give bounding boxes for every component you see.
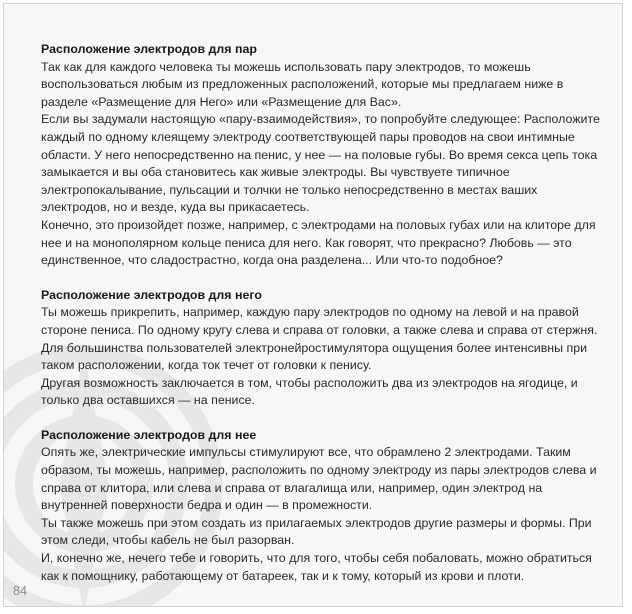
- section-him: [41, 287, 601, 410]
- paragraph: И, конечно же, нечего тебе и говорить, что для того, чтобы себя побаловать, можно обратиться как к помощнику, работающему от батареек, так и к тому, который из крови и плоти.: [41, 551, 592, 583]
- paragraph: Другая возможность заключается в том, чтобы расположить два из электродов на ягодице, и только два оставшихся — на пенисе.: [41, 375, 578, 408]
- paragraph: Если вы задумали настоящую «пару-взаимодействия», то попробуйте следующее: Расположите каждый по одному клеящему электроду соответствующей пары проводов на свои интимные области. У него непосредственно на пенис, у нее — на половые губы. Во время секса цепь тока замыкается и вы оба становитесь как живые электроды. Вы чувствуете типичное электропокалывание, пульсации и толчки не только непосредственно в местах ваших электродов, но и везде, куда вы прикасаетесь.: [41, 112, 600, 215]
- paragraph: Так как для каждого человека ты можешь использовать пару электродов, то можешь воспользоваться любым из предложенных расположений, которые мы предлагаем ниже в разделе «Размещение для Него» или «Размещение для Вас».: [41, 59, 564, 109]
- section-her: [41, 427, 601, 585]
- document-body: [41, 41, 601, 602]
- document-page: [3, 3, 623, 607]
- section-heading: Расположение электродов для пар: [41, 42, 257, 56]
- paragraph: Ты можешь прикрепить, например, каждую пару электродов по одному на левой и на правой стороне пениса. По одному кругу слева и справа от головки, а также слева и справа от стержня. Для большинства пользователей электронейростимулятора ощущения более интенсивны при таком расположении, когда ток течет от головки к пенису.: [41, 305, 598, 373]
- page-number: 84: [13, 584, 27, 598]
- section-heading: Расположение электродов для него: [41, 287, 262, 302]
- paragraph: Конечно, это произойдет позже, например, с электродами на половых губах или на клиторе для нее и на монополярном кольце пениса для него. Как говорят, что прекрасно? Любовь — это единственное, что сладострастно, когда она разделена... Или что-то подобное?: [41, 217, 596, 268]
- paragraph: Ты также можешь при этом создать из прилагаемых электродов другие размеры и формы. При этом следи, чтобы кабель не был разорван.: [41, 515, 592, 548]
- paragraph: Опять же, электрические импульсы стимулируют все, что обрамлено 2 электродами. Таким образом, ты можешь, например, расположить по одному электроду из пары электродов слева и справа от клитора, или слева и справа от влагалища или, например, один электрод на внутренней поверхности бедра и один — в промежности.: [41, 445, 597, 513]
- section-heading: Расположение электродов для нее: [41, 427, 257, 442]
- section-couples: [41, 41, 601, 270]
